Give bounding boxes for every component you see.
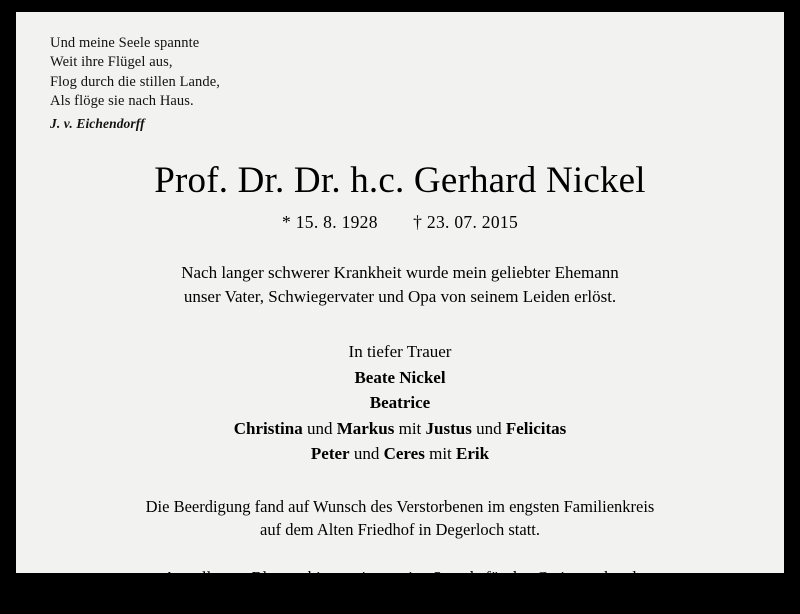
funeral-line-1: Die Beerdigung fand auf Wunsch des Verstorbenen im engsten Familienkreis xyxy=(145,496,655,516)
family-member: Markus xyxy=(336,418,395,438)
family-conjunction: und xyxy=(302,418,337,438)
family-member: Christina xyxy=(233,418,303,438)
family-member: Erik xyxy=(456,444,490,464)
family-conjunction: und xyxy=(471,418,506,438)
obituary-notice xyxy=(16,12,784,612)
poem-line-2: Weit ihre Flügel aus, xyxy=(50,54,173,71)
life-dates xyxy=(50,212,750,233)
donation-text xyxy=(50,566,750,614)
funeral-text xyxy=(50,495,750,543)
announcement-text xyxy=(50,261,750,309)
birth-date-group xyxy=(282,212,383,232)
donation-line-2: für Stuttgart e.V., Liga Bank eG, IBAN DE44 7509 0300 0000 0001 08. xyxy=(162,592,638,612)
family-member: Justus xyxy=(425,418,472,438)
announcement-line-1: Nach langer schwerer Krankheit wurde mein geliebter Ehemann xyxy=(181,262,619,282)
family-line xyxy=(50,390,750,416)
family-member: Ceres xyxy=(383,444,425,464)
family-member: Beate Nickel xyxy=(354,367,446,387)
death-symbol: † xyxy=(413,211,423,232)
funeral-line-2: auf dem Alten Friedhof in Degerloch statt. xyxy=(260,520,540,540)
family-conjunction: und xyxy=(349,444,384,464)
donation-line-1: Anstelle von Blumen bitten wir um eine Spende für den Caritasverband xyxy=(163,568,637,588)
mourning-block xyxy=(50,339,750,467)
family-line xyxy=(50,365,750,391)
death-date-group xyxy=(413,212,518,232)
poem-block xyxy=(50,34,750,133)
announcement-line-2: unser Vater, Schwiegervater und Opa von seinem Leiden erlöst. xyxy=(183,286,617,306)
family-conjunction: mit xyxy=(424,444,457,464)
birth-symbol: * xyxy=(281,211,292,232)
poem-line-1: Und meine Seele spannte xyxy=(50,35,200,51)
family-line xyxy=(50,441,750,467)
poem-line-3: Flog durch die stillen Lande, xyxy=(50,73,221,90)
family-line xyxy=(50,416,750,442)
family-member: Beatrice xyxy=(369,393,431,413)
family-conjunction: mit xyxy=(394,418,426,438)
poem-line-4: Als flöge sie nach Haus. xyxy=(50,92,194,109)
deceased-name: Prof. Dr. Dr. h.c. Gerhard Nickel xyxy=(154,160,646,202)
mourning-heading: In tiefer Trauer xyxy=(348,342,452,362)
death-date: 23. 07. 2015 xyxy=(426,211,519,232)
family-member: Felicitas xyxy=(505,418,567,438)
poem-author: J. v. Eichendorff xyxy=(50,116,145,132)
family-member: Peter xyxy=(310,444,350,464)
birth-date: 15. 8. 1928 xyxy=(295,211,378,232)
